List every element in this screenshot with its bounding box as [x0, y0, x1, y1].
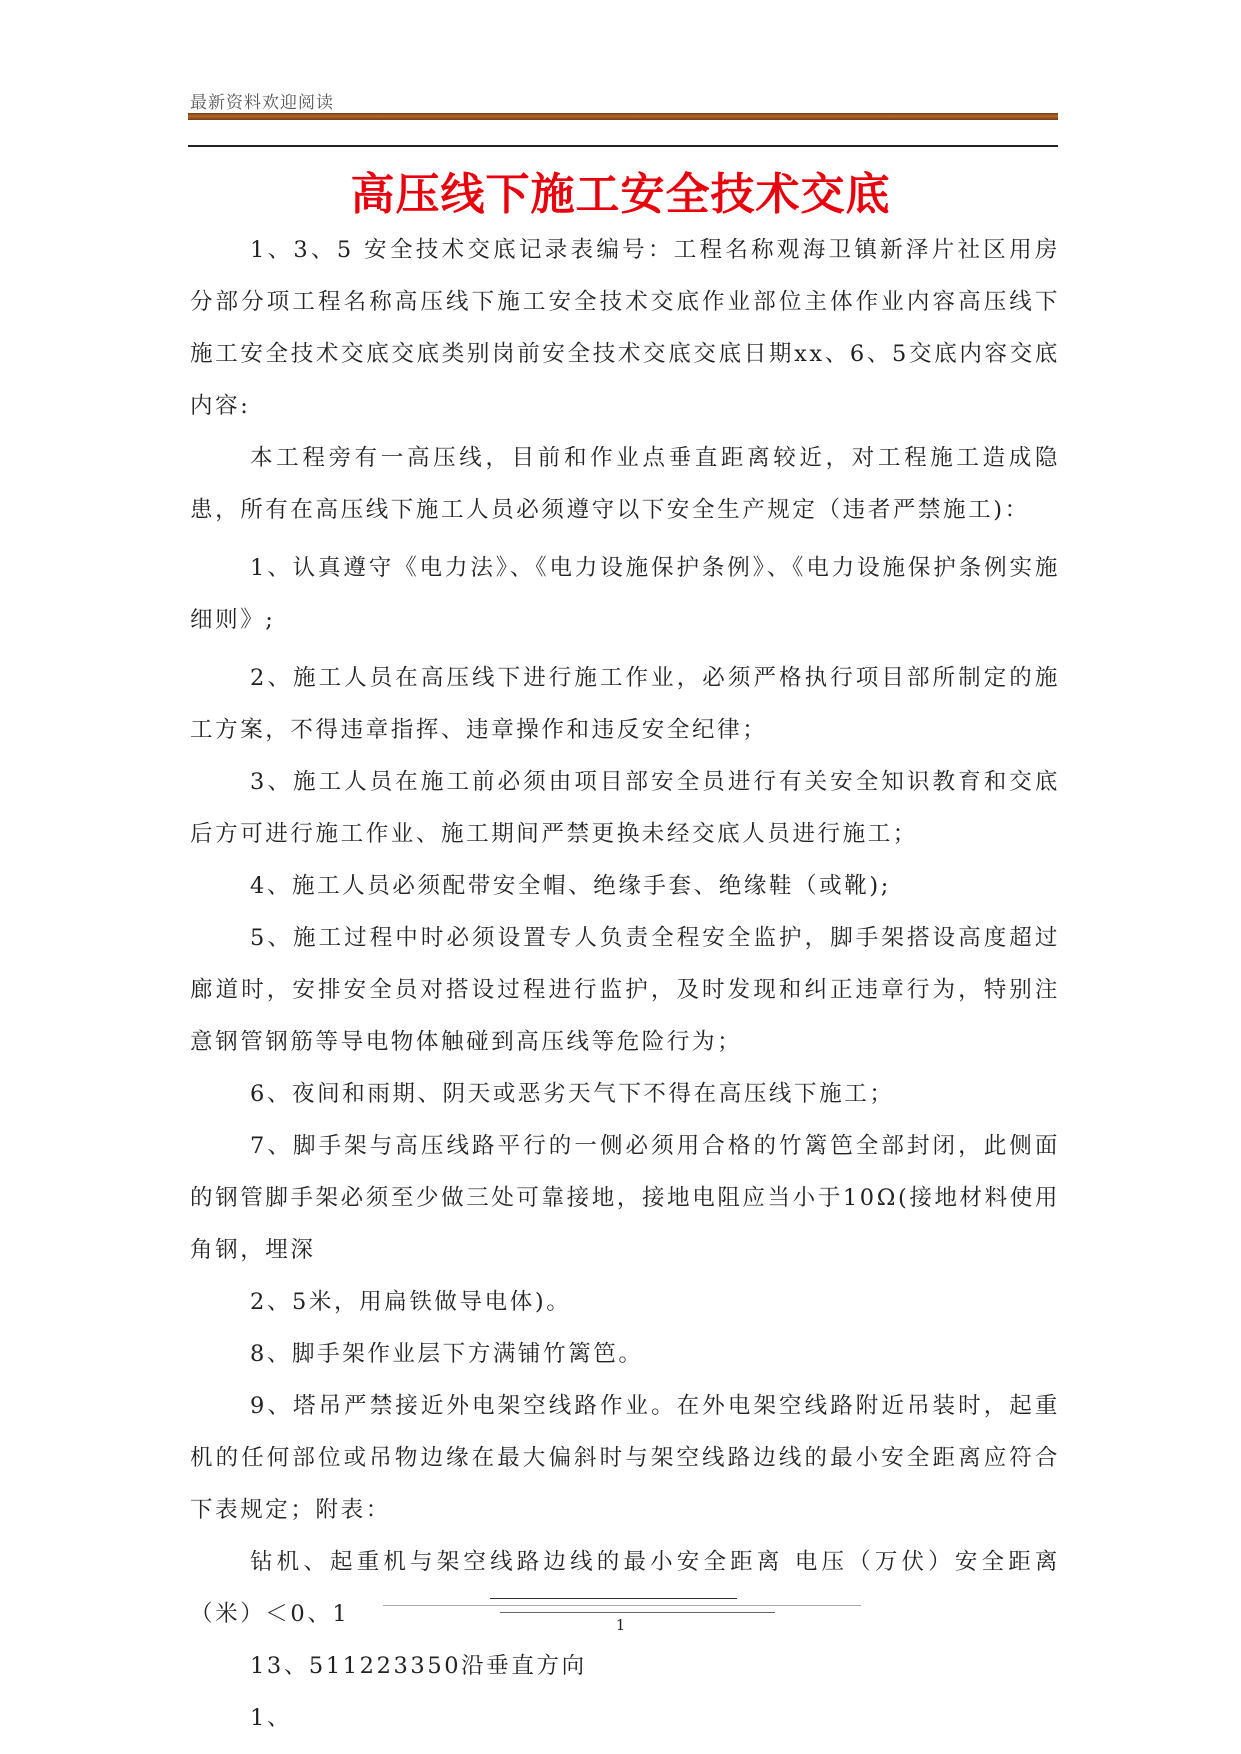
document-title: 高压线下施工安全技术交底 — [350, 169, 891, 220]
paragraph-table-row: 13、511223350沿垂直方向 — [250, 1653, 587, 1679]
paragraph-rule-5: 5、施工过程中时必须设置专人负责全程安全监护，脚手架搭设高度超过廊道时，安排安全员对搭设过程进行监护，及时发现和纠正违章行为，特别注意钢管钢筋等导电物体触碰到高压线等危险行为； — [190, 925, 1060, 1055]
paragraph-table-caption: 钻机、起重机与架空线路边线的最小安全距离 电压（万伏）安全距离（米）＜0、1 — [190, 1549, 1060, 1627]
paragraph-rule-2: 2、施工人员在高压线下进行施工作业，必须严格执行项目部所制定的施工方案，不得违章指挥、违章操作和违反安全纪律； — [190, 665, 1060, 743]
footer-rule-middle — [383, 1605, 861, 1606]
document-body — [190, 224, 1060, 1744]
paragraph-rule-3: 3、施工人员在施工前必须由项目部安全员进行有关安全知识教育和交底后方可进行施工作业、施工期间严禁更换未经交底人员进行施工； — [190, 769, 1060, 847]
paragraph-rule-1: 1、认真遵守《电力法》、《电力设施保护条例》、《电力设施保护条例实施细则》; — [190, 555, 1060, 633]
paragraph-rule-7-cont: 2、5米，用扁铁做导电体)。 — [250, 1289, 572, 1315]
running-header: 最新资料欢迎阅读 — [190, 93, 334, 113]
paragraph-rule-4: 4、施工人员必须配带安全帽、绝缘手套、绝缘鞋（或靴); — [250, 873, 891, 899]
page-number: 1 — [615, 1616, 626, 1634]
header-rule-thick — [188, 113, 1058, 120]
paragraph-table-row-2: 1、 — [250, 1705, 293, 1731]
footer-rule-top — [490, 1598, 737, 1599]
paragraph-rule-6: 6、夜间和雨期、阴天或恶劣天气下不得在高压线下施工； — [250, 1081, 895, 1107]
footer-rule-bottom — [500, 1612, 775, 1613]
header-rule-thin — [188, 145, 1058, 147]
paragraph-rule-9: 9、塔吊严禁接近外电架空线路作业。在外电架空线路附近吊装时，起重机的任何部位或吊物边缘在最大偏斜时与架空线路边线的最小安全距离应符合下表规定；附表： — [190, 1393, 1060, 1523]
paragraph-rule-7: 7、脚手架与高压线路平行的一侧必须用合格的竹篱笆全部封闭，此侧面的钢管脚手架必须至少做三处可靠接地，接地电阻应当小于10Ω(接地材料使用角钢，埋深 — [190, 1133, 1060, 1263]
paragraph-rule-8: 8、脚手架作业层下方满铺竹篱笆。 — [250, 1341, 644, 1367]
paragraph-record-info: 1、3、5 安全技术交底记录表编号：工程名称观海卫镇新泽片社区用房分部分项工程名称高压线下施工安全技术交底作业部位主体作业内容高压线下施工安全技术交底交底类别岗前安全技术交底交底日期xx、6、5交底内容交底内容: — [190, 237, 1060, 419]
paragraph-intro: 本工程旁有一高压线，目前和作业点垂直距离较近，对工程施工造成隐患，所有在高压线下施工人员必须遵守以下安全生产规定（违者严禁施工)： — [190, 445, 1060, 523]
